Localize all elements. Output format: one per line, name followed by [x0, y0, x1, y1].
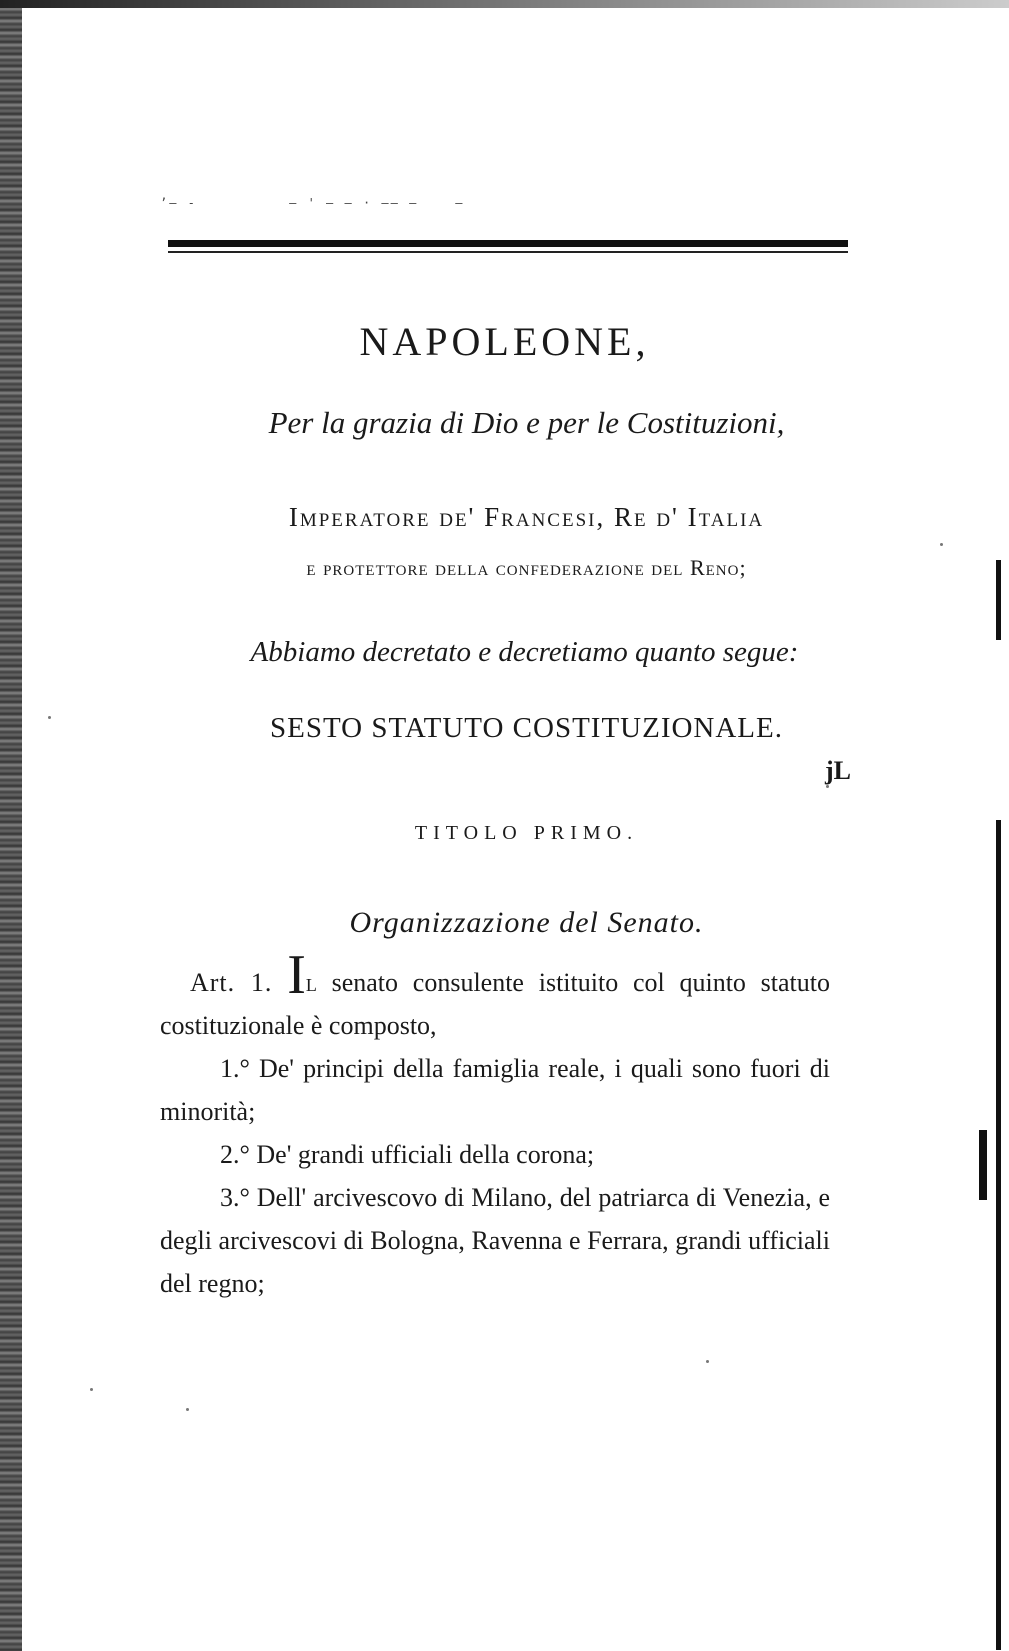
title-line-2: e protettore della confederazione del Reno;: [306, 555, 747, 580]
title-line-1: Imperatore de' Francesi, Re d' Italia: [288, 502, 765, 532]
titolo-heading: TITOLO PRIMO.: [414, 822, 639, 844]
scanned-top-edge: [0, 0, 1009, 8]
scan-speck: [706, 1360, 709, 1363]
article-item-2: 2.° De' grandi ufficiali della corona;: [220, 1140, 595, 1169]
scan-speck: [186, 1408, 189, 1411]
header-marks: ’— - — ' — — · —— — —: [160, 196, 465, 210]
scan-speck: [48, 716, 51, 719]
article-intro: [160, 944, 831, 1047]
article-label: Art. 1.: [190, 968, 273, 997]
scan-speck: [826, 785, 829, 788]
article-intro-text: senato consulente istituito col quinto statuto costituzionale è composto,: [160, 968, 831, 1040]
scan-speck: [940, 543, 943, 546]
decree-line: Abbiamo decretato e decretiamo quanto segue:: [250, 636, 799, 668]
signature-mark: jL: [825, 756, 851, 785]
ruler-name: NAPOLEONE,: [359, 319, 650, 364]
scanned-page-edge: [0, 0, 22, 1651]
article-item-1: 1.° De' principi della famiglia reale, i quali sono fuori di minorità;: [160, 1054, 830, 1126]
drop-cap: I: [287, 944, 306, 1006]
scan-artifact-mark: [979, 1130, 987, 1200]
statute-heading: SESTO STATUTO COSTITUZIONALE.: [270, 712, 783, 744]
drop-cap-rest: l: [305, 968, 317, 997]
section-heading: Organizzazione del Senato.: [349, 906, 704, 939]
header-rule-thick: [168, 240, 848, 247]
scan-speck: [90, 1388, 93, 1391]
scan-artifact-mark: [996, 820, 1001, 1650]
article-item-3: 3.° Dell' arcivescovo di Milano, del patriarca di Venezia, e degli arcivescovi di Bologna, Ravenna e Ferrara, grandi ufficiali del regno;: [160, 1183, 830, 1298]
article-body: [160, 944, 831, 1305]
header-rule-thin: [168, 251, 848, 253]
grace-line: Per la grazia di Dio e per le Costituzioni,: [268, 405, 785, 440]
